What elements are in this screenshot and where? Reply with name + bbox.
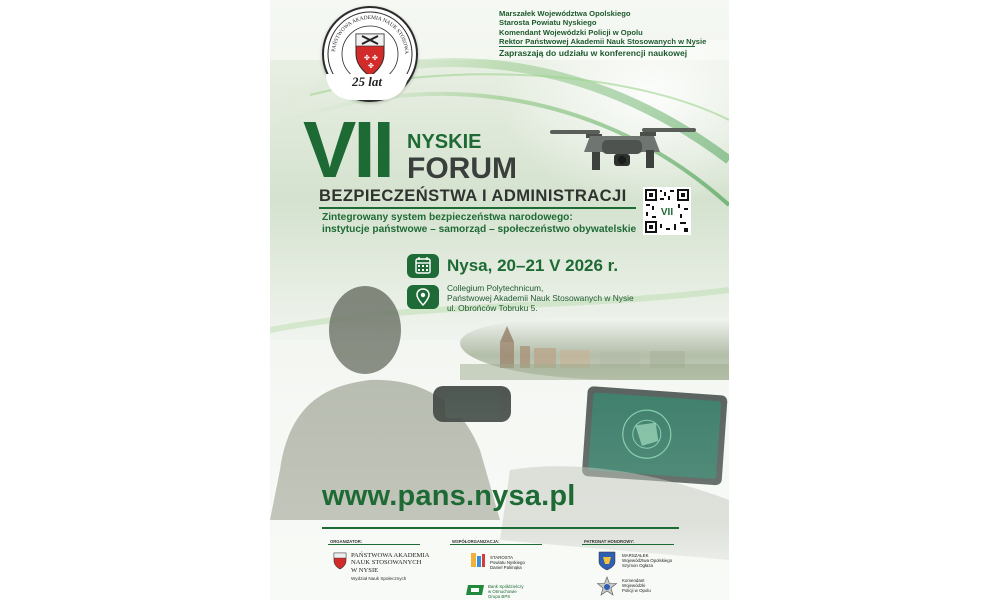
bank-line: w Otmuchowie [488,589,517,595]
police-line: Wojewódzki [622,583,646,589]
drone-image [542,122,702,177]
town-skyline [460,318,729,380]
organizer-name-line: NAUK STOSOWANYCH [351,559,422,567]
bank-logo-text [488,584,524,600]
marszalek-line: Szymon Ogłaza [622,563,653,569]
qr-code[interactable] [643,187,691,235]
title-nyskie: NYSKIE [407,131,482,153]
organizer-label: ORGANIZATOR: [330,539,363,544]
police-logo-text [622,578,651,594]
bank-logo-icon [466,583,486,597]
svg-text:✤: ✤ [364,54,370,62]
topic-line: instytucje państwowe – samorząd – społeczeństwo obywatelskie [322,224,637,235]
voivodeship-crest-icon [598,551,616,571]
bank-line: Bank Spółdzielczy [488,584,524,589]
qr-pattern [644,188,690,234]
organizer-name-line: W NYSIE [351,566,379,574]
organizer-name-line: PAŃSTWOWA AKADEMIA [351,552,430,559]
website-link[interactable]: www.pans.nysa.pl [322,480,576,512]
marszalek-line: MARSZAŁEK [622,553,649,558]
svg-text:✤: ✤ [372,54,378,62]
town-panorama [460,318,729,380]
police-line: Policji w Opolu [622,588,651,594]
header-divider [499,46,695,47]
invitation-text: Zapraszają do udziału w konferencji naukowej [499,48,688,58]
police-star-icon [596,576,618,596]
website-divider [322,527,679,529]
venue-line: Collegium Polytechnicum, [447,283,544,293]
seal-ring-text: PAŃSTWOWA AKADEMIA NAUK STOSOWA [331,14,410,55]
conference-poster [270,0,729,600]
police-line: Komendant [622,578,645,583]
title-bezpieczenstwa: BEZPIECZEŃSTWA I ADMINISTRACJI [319,186,627,205]
starosta-line: STAROSTA [490,555,514,560]
marszalek-logo-text [622,553,672,569]
organizer-name [351,552,429,574]
anniversary-text: 25 lat [326,74,408,100]
inviter-line: Starosta Powiatu Nyskiego [499,18,597,28]
organizer-faculty: Wydział Nauk Społecznych [351,576,407,581]
coorg-divider [450,544,542,545]
venue-line: Państwowej Akademii Nauk Stosowanych w Nysie [447,292,634,303]
svg-text:✤: ✤ [368,62,374,70]
academy-crest-icon [333,552,347,570]
title-divider [319,207,636,209]
patronage-divider [582,544,674,545]
county-logo-icon [470,552,486,570]
calendar-icon [407,254,439,278]
inviters-list [499,9,706,47]
conference-topic [322,212,636,236]
marszalek-line: Województwa Opolskiego [622,558,673,564]
event-date: Nysa, 20–21 V 2026 r. [447,256,619,275]
bank-line: Grupa BPS [488,594,511,600]
coorg-label: WSPÓŁORGANIZACJA: [452,539,500,544]
inviter-line: Komendant Wojewódzki Policji w Opolu [499,27,643,37]
organizer-divider [328,544,420,545]
venue-line: ul. Obrońców Tobruku 5. [447,302,538,313]
starosta-logo-text [490,555,525,571]
edition-numeral: VII [303,105,392,194]
topic-line: Zintegrowany system bezpieczeństwa narodowego: [322,212,573,223]
qr-badge: VII [660,207,674,218]
patronage-label: PATRONAT HONOROWY: [584,539,635,544]
title-forum: FORUM [407,152,517,185]
inviter-line: Rektor Państwowej Akademii Nauk Stosowanych w Nysie [499,37,707,47]
location-pin-icon [407,285,439,309]
inviter-line: Marszałek Województwa Opolskiego [499,9,631,18]
event-venue [447,284,634,313]
starosta-line: Powiatu Nyskiego [490,560,525,566]
starosta-line: Daniel Palimąka [490,565,522,571]
